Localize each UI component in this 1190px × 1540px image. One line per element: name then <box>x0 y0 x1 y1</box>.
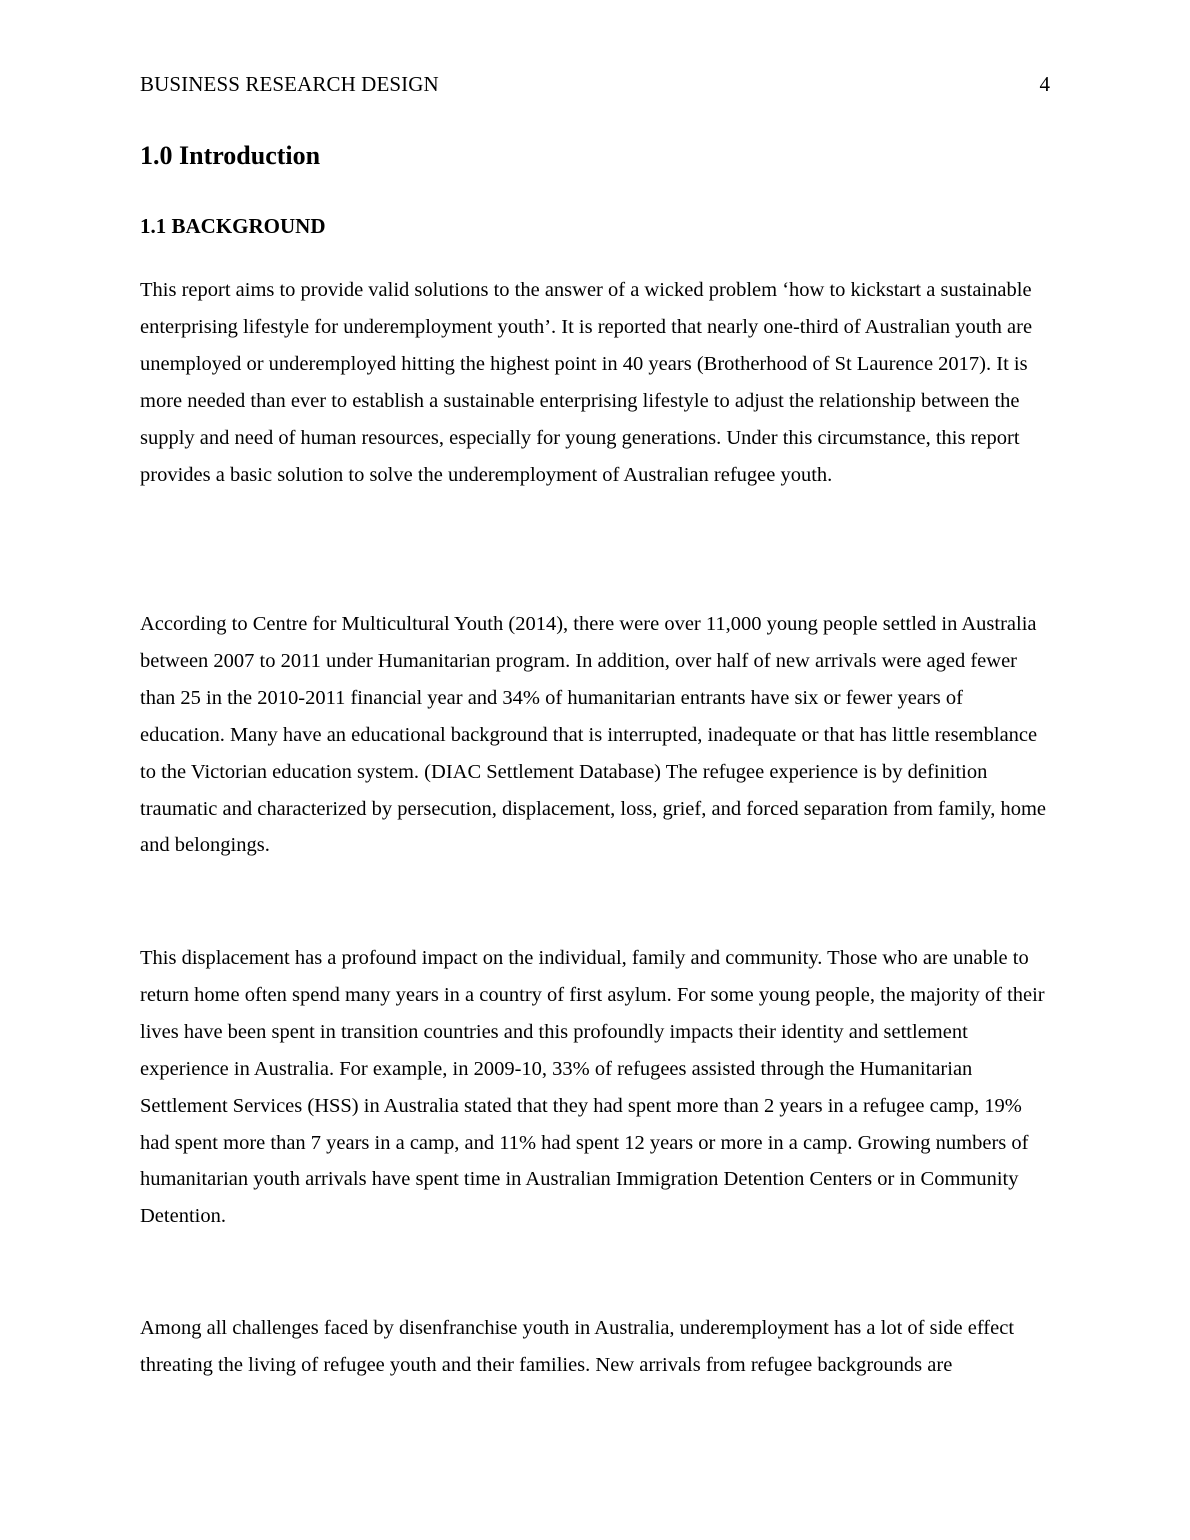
body-paragraph-1: This report aims to provide valid solutions to the answer of a wicked problem ‘how to kickstart a sustainable enterprising lifestyle for underemployment youth’. It is reported that nearly one-third of Australian youth are unemployed or underemployed hitting the highest point in 40 years (Brotherhood of St Laurence 2017). It is more needed than ever to establish a sustainable enterprising lifestyle to adjust the relationship between the supply and need of human resources, especially for young generations. Under this circumstance, this report provides a basic solution to solve the underemployment of Australian refugee youth. <box>140 279 1033 486</box>
subsection-heading: 1.1 BACKGROUND <box>140 214 326 238</box>
running-head: BUSINESS RESEARCH DESIGN <box>140 72 439 96</box>
body-paragraph-2: According to Centre for Multicultural Youth (2014), there were over 11,000 young people settled in Australia between 2007 to 2011 under Humanitarian program. In addition, over half of new arrivals were aged fewer than 25 in the 2010-2011 financial year and 34% of humanitarian entrants have six or fewer years of education. Many have an educational background that is interrupted, inadequate or that has little resemblance to the Victorian education system. (DIAC Settlement Database) The refugee experience is by definition traumatic and characterized by persecution, displacement, loss, grief, and forced separation from family, home and belongings. <box>140 613 1047 857</box>
page-number: 4 <box>1039 72 1050 96</box>
section-heading: 1.0 Introduction <box>140 141 321 170</box>
body-paragraph-3: This displacement has a profound impact on the individual, family and community. Those who are unable to return home often spend many years in a country of first asylum. For some young people, the majority of their lives have been spent in transition countries and this profoundly impacts their identity and settlement experience in Australia. For example, in 2009-10, 33% of refugees assisted through the Humanitarian Settlement Services (HSS) in Australia stated that they had spent more than 2 years in a refugee camp, 19% had spent more than 7 years in a camp, and 11% had spent 12 years or more in a camp. Growing numbers of humanitarian youth arrivals have spent time in Australian Immigration Detention Centers or in Community Detention. <box>140 947 1045 1228</box>
body-paragraph-4: Among all challenges faced by disenfranchise youth in Australia, underemployment has a lot of side effect threating the living of refugee youth and their families. New arrivals from refugee backgrounds are <box>140 1317 1015 1376</box>
